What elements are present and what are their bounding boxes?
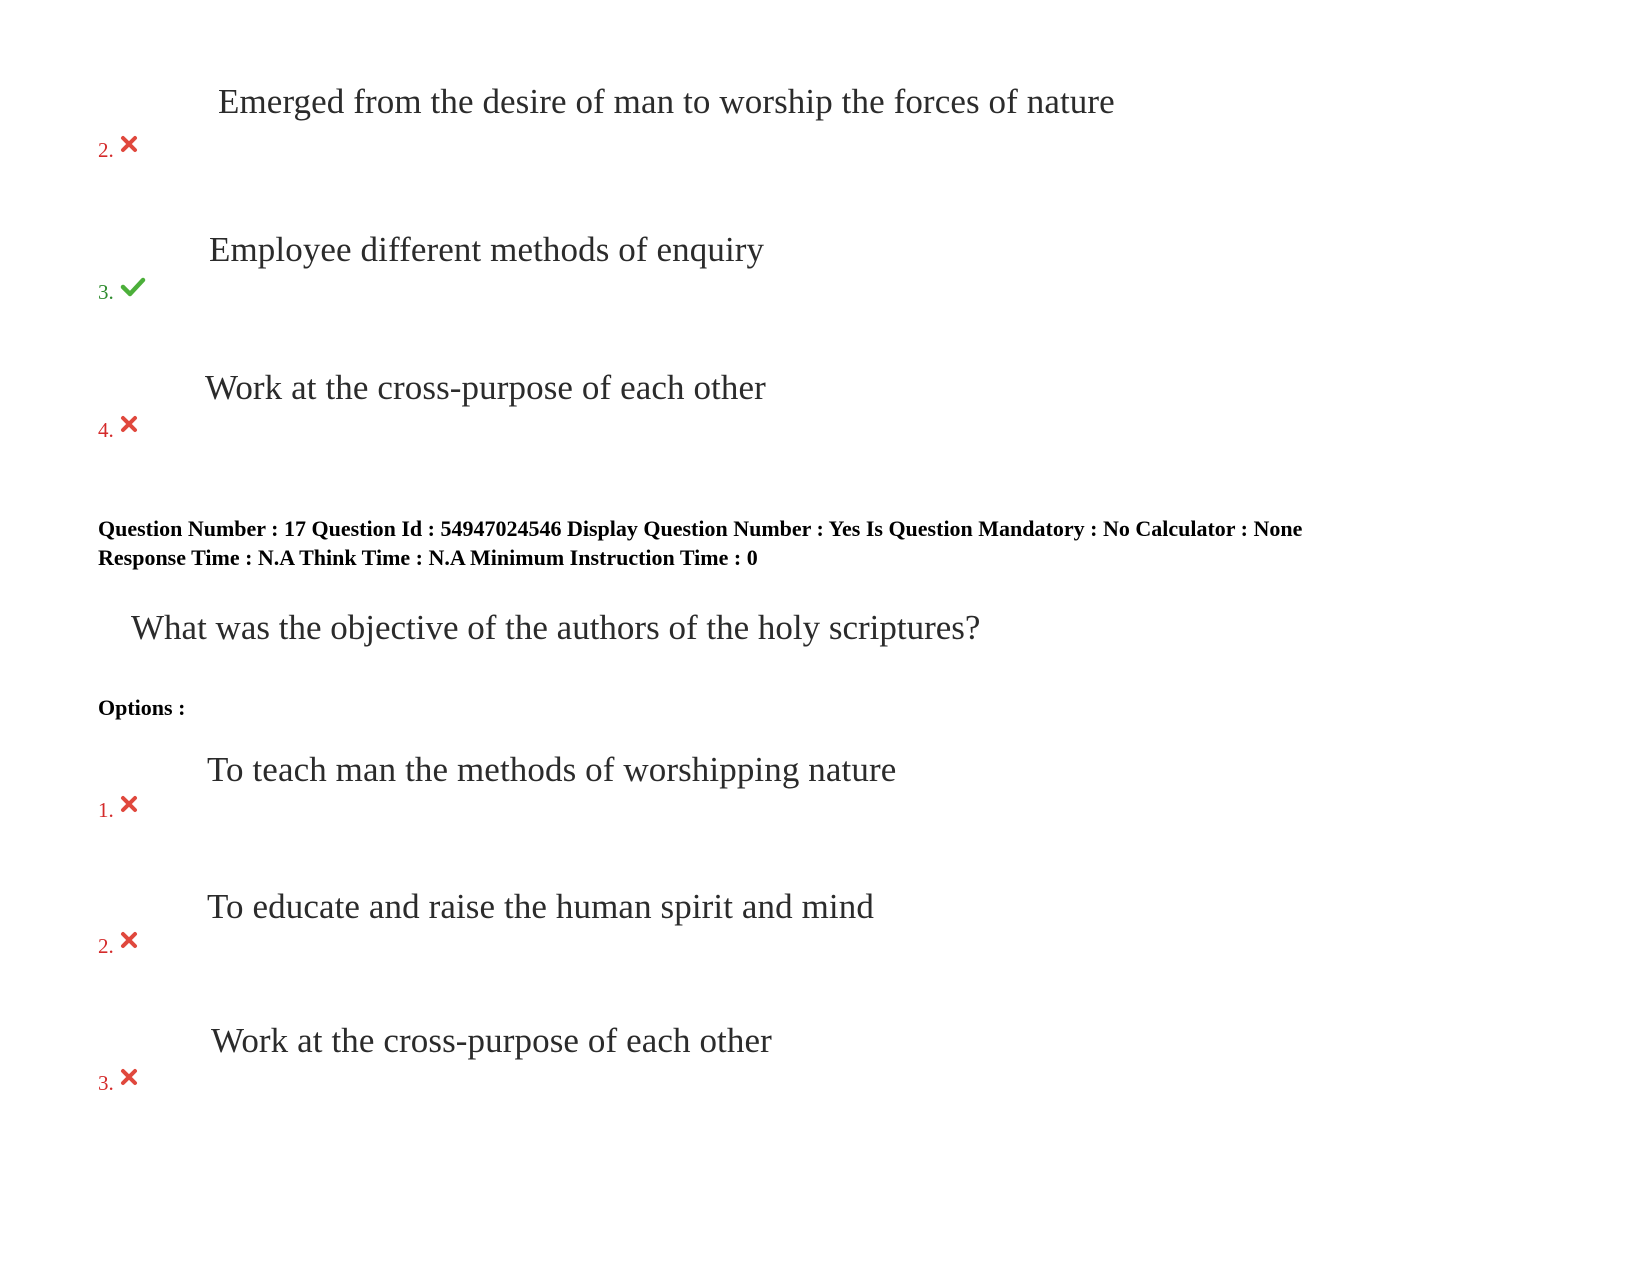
- option-number: 1.: [98, 798, 114, 822]
- cross-icon: [120, 1068, 138, 1090]
- option-number: 2.: [98, 934, 114, 958]
- option-marker: [98, 800, 138, 821]
- option-text: Work at the cross-purpose of each other: [205, 368, 766, 407]
- option-number: 2.: [98, 138, 114, 162]
- option-marker: [98, 936, 138, 957]
- option-number: 3.: [98, 1071, 114, 1095]
- options-label: Options :: [98, 695, 186, 720]
- cross-icon: [120, 795, 138, 817]
- option-text: Work at the cross-purpose of each other: [211, 1021, 772, 1060]
- option-marker: [98, 1073, 138, 1094]
- question-text: What was the objective of the authors of the holy scriptures?: [131, 608, 981, 647]
- option-text: To educate and raise the human spirit and mind: [207, 887, 874, 926]
- cross-icon: [120, 415, 138, 437]
- question-meta-line1: Question Number : 17 Question Id : 54947024546 Display Question Number : Yes Is Question Mandatory : No Calculator : None: [98, 516, 1303, 541]
- question-meta-line2: Response Time : N.A Think Time : N.A Minimum Instruction Time : 0: [98, 545, 758, 570]
- cross-icon: [120, 135, 138, 157]
- option-text: Emerged from the desire of man to worship the forces of nature: [218, 82, 1115, 121]
- option-number: 3.: [98, 280, 114, 304]
- option-text: Employee different methods of enquiry: [209, 230, 765, 269]
- option-marker: [98, 140, 138, 161]
- option-marker: [98, 420, 138, 441]
- cross-icon: [120, 931, 138, 953]
- option-marker: [98, 282, 146, 303]
- check-icon: [120, 277, 146, 301]
- option-text: To teach man the methods of worshipping nature: [207, 750, 897, 789]
- option-number: 4.: [98, 418, 114, 442]
